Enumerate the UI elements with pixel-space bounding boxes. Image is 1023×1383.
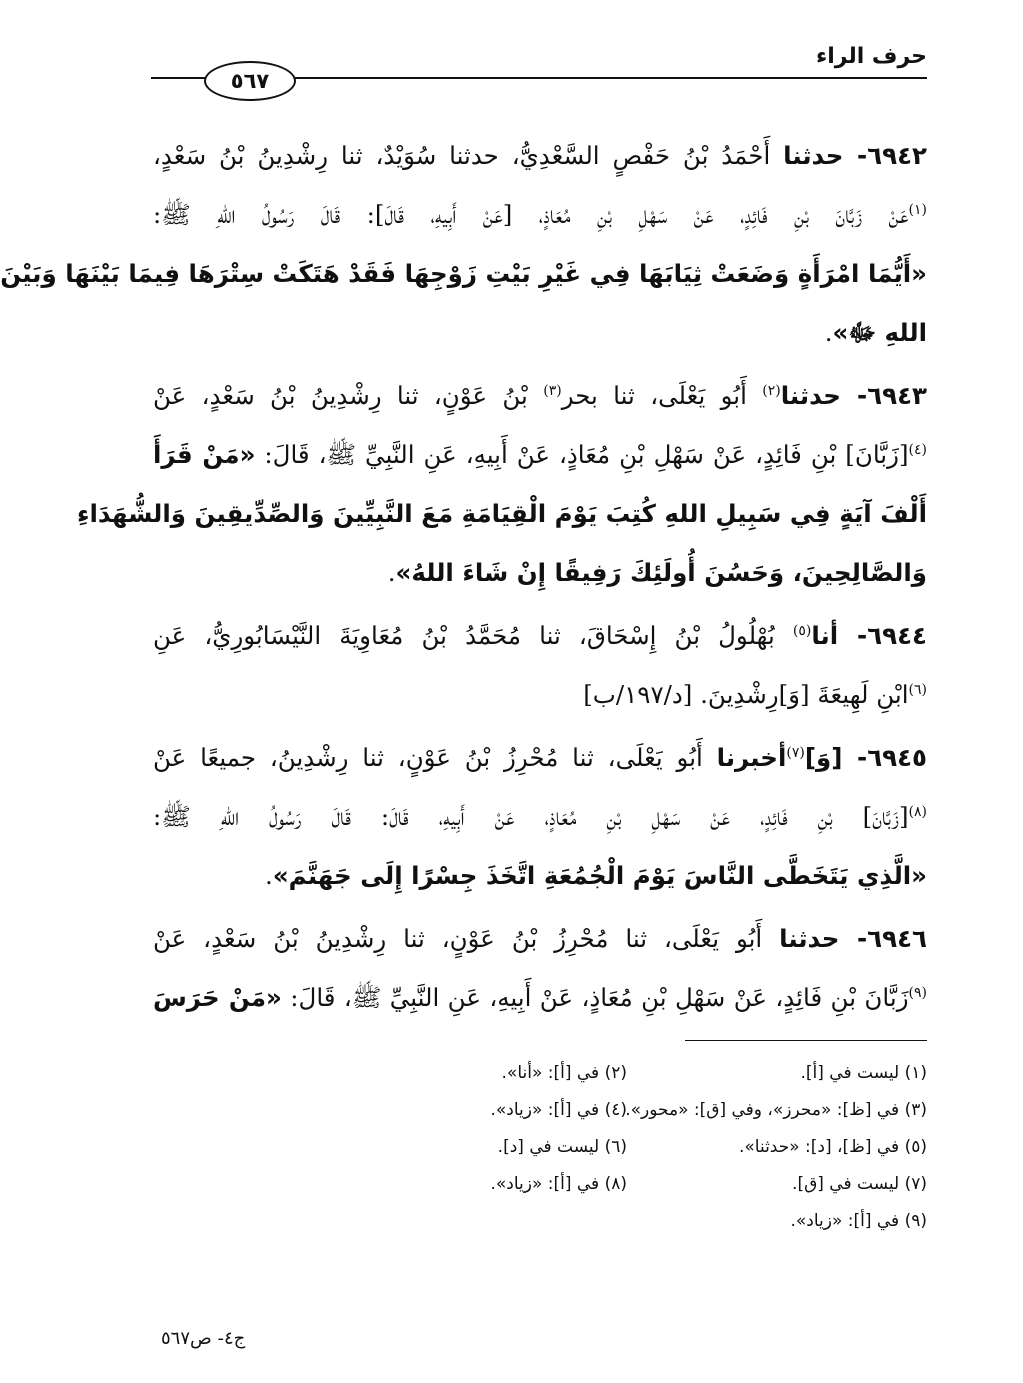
footnote-marker: (٣) [543,382,562,399]
text-run: بْنِ فَائِدٍ، عَنْ سَهْلِ بْنِ مُعَاذٍ، عَنْ أَبِيهِ، قَالَ: قَالَ رَسُولُ اللهِ ﷺ: [153,802,863,831]
footnote: (٢) في [أ]: «أنا». [501,1062,627,1083]
footnote-marker: (٦) [908,681,927,698]
footnotes [367,1054,927,1239]
hadith-lead: ٦٩٤٢- حدثنا [783,141,927,170]
footnote: (٦) ليست في [د]. [497,1136,627,1157]
hadith-text [0,126,928,1027]
text-run: بُهْلُولُ بْنُ إِسْحَاقَ، ثنا مُحَمَّدُ بْنُ مُعَاوِيَةَ النَّيْسَابُورِيُّ، عَنِ [153,621,793,650]
text-line [153,787,927,846]
hadith-lead: ٦٩٤٣- حدثنا [780,381,927,410]
text-line [153,846,927,905]
hadith-matn: «مَنْ حَرَسَ [153,983,282,1012]
text-run: بْنِ فَائِدٍ، عَنْ سَهْلِ بْنِ مُعَاذٍ، عَنْ أَبِيهِ، عَنِ النَّبِيِّ ﷺ، قَالَ: [255,440,846,469]
text-run: [زَبَّانَ] [845,440,909,469]
footnote: (٩) في [أ]: «زياد». [790,1210,927,1231]
footnote-row [367,1202,927,1239]
footnote-rule [685,1040,927,1041]
footnote-marker: (٩) [908,984,927,1001]
hadith-matn: وَالصَّالِحِينَ، وَحَسُنَ أُولَئِكَ رَفِيقًا إِنْ شَاءَ اللهُ» [395,558,927,587]
hadith-lead: ٦٩٤٥- [وَ] [804,743,928,772]
volume-page-reference: ج٤- ص٥٦٧ [161,1328,246,1349]
text-line [153,665,927,724]
text-run: رِشْدِينَ. [د/١٩٧/ب] [583,680,779,709]
footnote: (٥) في [ظ]، [د]: «حدثنا». [738,1136,927,1157]
footnote-row [367,1091,927,1128]
text-line [153,185,927,244]
footnote: (٧) ليست في [ق]. [792,1173,927,1194]
page-number: ٥٦٧ [204,61,296,101]
text-line [153,303,927,362]
text-line [153,968,927,1027]
hadith-lead: ٦٩٤٤- أنا [811,621,927,650]
footnote-marker: (٨) [908,803,927,820]
text-run: أَحْمَدُ بْنُ حَفْصٍ السَّعْدِيُّ، حدثنا سُوَيْدٌ، ثنا رِشْدِينُ بْنُ سَعْدٍ، [153,141,784,170]
text-run: : قَالَ رَسُولُ اللهِ ﷺ: [153,200,375,229]
text-line [153,425,927,484]
hadith-lead: ٦٩٤٦- حدثنا [779,924,927,953]
text-run: زَبَّانَ [864,983,909,1012]
text-line [153,126,927,185]
text-run: . [824,318,833,347]
text-line [153,606,927,665]
text-run: أَبُو يَعْلَى، ثنا مُحْرِزُ بْنُ عَوْنٍ، ثنا رِشْدِينُ بْنُ سَعْدٍ، عَنْ [153,924,780,953]
text-line [153,728,927,787]
text-run: أَبُو يَعْلَى، ثنا مُحْرِزُ بْنُ عَوْنٍ، ثنا رِشْدِينُ، جميعًا عَنْ [153,743,717,772]
text-line [0,244,927,303]
hadith-matn: اللهِ ﷻ» [832,318,927,347]
footnote-marker: (٢) [762,382,781,399]
text-line [153,543,927,602]
footnote-row [367,1165,927,1202]
footnote: (٨) في [أ]: «زياد». [490,1173,627,1194]
footnote: (٤) في [أ]: «زياد». [490,1099,627,1120]
footnote-marker: (٤) [908,441,927,458]
text-run: بْنُ عَوْنٍ، ثنا رِشْدِينُ بْنُ سَعْدٍ، عَنْ [153,381,544,410]
hadith-lead: أخبرنا [716,743,787,772]
hadith-matn: أَلْفَ آيَةٍ فِي سَبِيلِ اللهِ كُتِبَ يَوْمَ الْقِيَامَةِ مَعَ النَّبِيِّينَ وَالصِّدِّيقِينَ وَالشُّهَدَاءِ [76,499,927,528]
text-run: أَبُو يَعْلَى، ثنا بحر [561,381,763,410]
text-run: [زَبَّانَ] [862,802,909,831]
text-run: بْنِ فَائِدٍ، عَنْ سَهْلِ بْنِ مُعَاذٍ، عَنْ أَبِيهِ، عَنِ النَّبِيِّ ﷺ، قَالَ: [281,983,865,1012]
text-run: عَنْ زَبَّانَ بْنِ فَائِدٍ، عَنْ سَهْلِ بْنِ مُعَاذٍ، [عَنْ أَبِيهِ، قَالَ] [374,200,909,229]
footnote-row [367,1128,927,1165]
text-line [153,366,927,425]
text-run: . [387,558,396,587]
text-run: ابْنِ لَهِيعَةَ [وَ] [778,680,909,709]
hadith-matn: «الَّذِي يَتَخَطَّى النَّاسَ يَوْمَ الْجُمُعَةِ اتَّخَذَ جِسْرًا إِلَى جَهَنَّمَ» [272,861,927,890]
text-line [153,909,927,968]
footnote-marker: (٥) [792,622,812,639]
footnote-marker: (٧) [786,744,805,761]
hadith-matn: «أَيُّمَا امْرَأَةٍ وَضَعَتْ ثِيَابَهَا فِي غَيْرِ بَيْتِ زَوْجِهَا فَقَدْ هَتَكَتْ سِتْرَهَا فِيمَا بَيْنَهَا وَبَيْنَ [0,259,927,288]
footnote-row [367,1054,927,1091]
text-line [76,484,927,543]
footnote-marker: (١) [908,201,927,218]
hadith-matn: «مَنْ قَرَأَ [153,440,256,469]
text-run: . [265,861,273,890]
footnote: (١) ليست في [أ]. [800,1062,927,1083]
footnote: (٣) في [ظ]: «محرز»، وفي [ق]: «محور». [625,1099,927,1120]
running-head: حرف الراء [815,44,927,69]
